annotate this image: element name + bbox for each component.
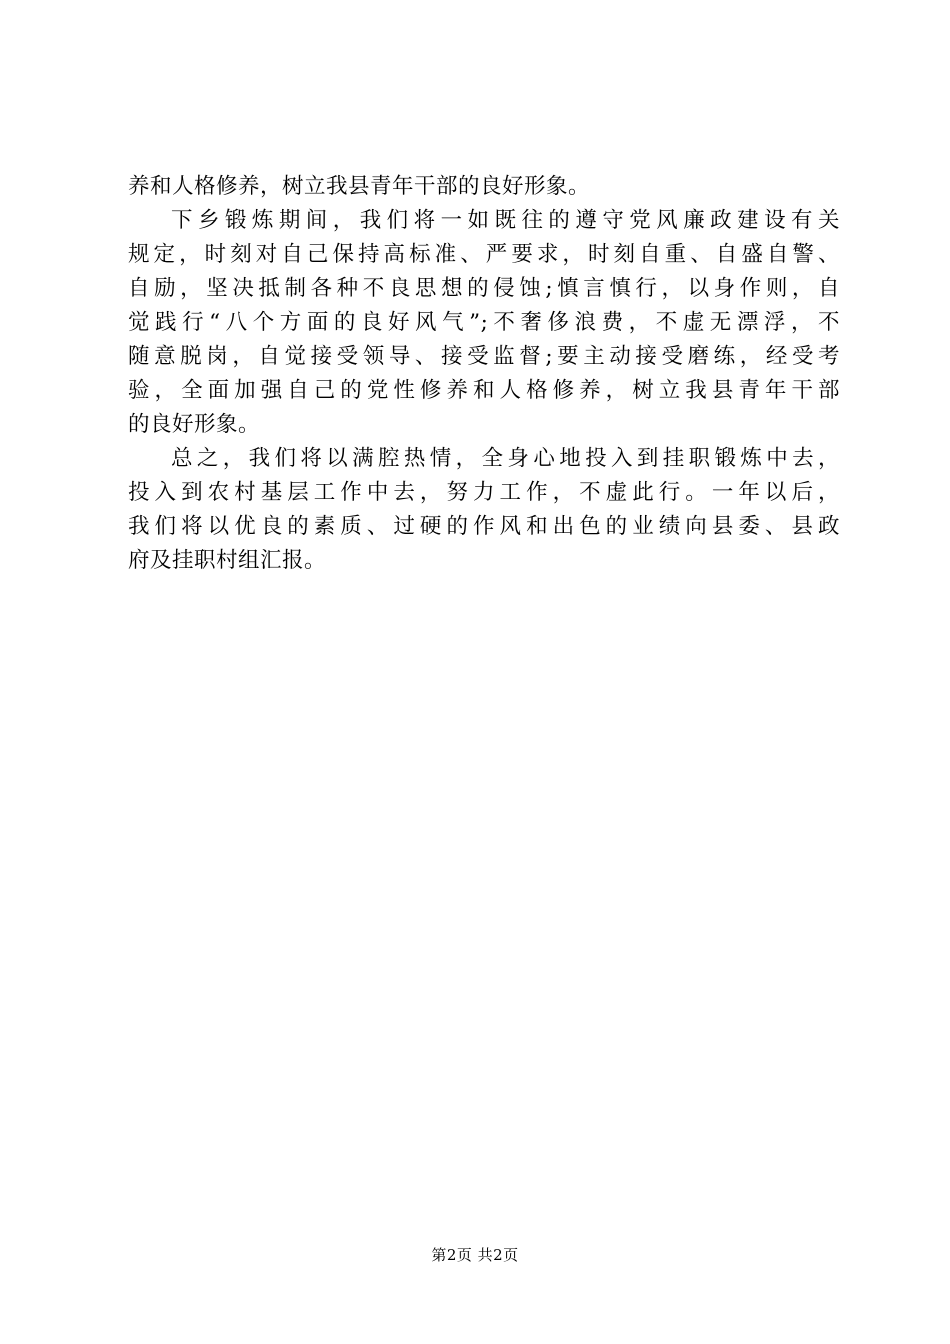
paragraph-3-line-4: 府及挂职村组汇报。 bbox=[128, 548, 327, 573]
paragraph-2-line-4: 觉践行“八个方面的良好风气”;不奢侈浪费，不虚无漂浮，不 bbox=[128, 310, 840, 335]
document-body bbox=[128, 170, 840, 578]
paragraph-2-line-2: 规定，时刻对自己保持高标准、严要求，时刻自重、自盛自警、 bbox=[128, 242, 840, 267]
paragraph-2-line-5: 随意脱岗，自觉接受领导、接受监督;要主动接受磨练，经受考 bbox=[128, 344, 840, 369]
paragraph-2-line-3: 自励，坚决抵制各种不良思想的侵蚀;慎言慎行，以身作则，自 bbox=[128, 276, 840, 301]
paragraph-3-line-1: 总之，我们将以满腔热情，全身心地投入到挂职锻炼中去， bbox=[171, 446, 840, 471]
paragraph-2-line-7: 的良好形象。 bbox=[128, 412, 261, 437]
paragraph-3-line-2: 投入到农村基层工作中去，努力工作，不虚此行。一年以后， bbox=[128, 480, 840, 505]
paragraph-1-line-1: 养和人格修养，树立我县青年干部的良好形象。 bbox=[128, 174, 591, 199]
paragraph-2-line-6: 验，全面加强自己的党性修养和人格修养，树立我县青年干部 bbox=[128, 378, 840, 403]
page-footer: 第2页 共2页 bbox=[431, 1246, 519, 1264]
paragraph-2-line-1: 下乡锻炼期间，我们将一如既往的遵守党风廉政建设有关 bbox=[171, 208, 840, 233]
paragraph-3-line-3: 我们将以优良的素质、过硬的作风和出色的业绩向县委、县政 bbox=[128, 514, 840, 539]
